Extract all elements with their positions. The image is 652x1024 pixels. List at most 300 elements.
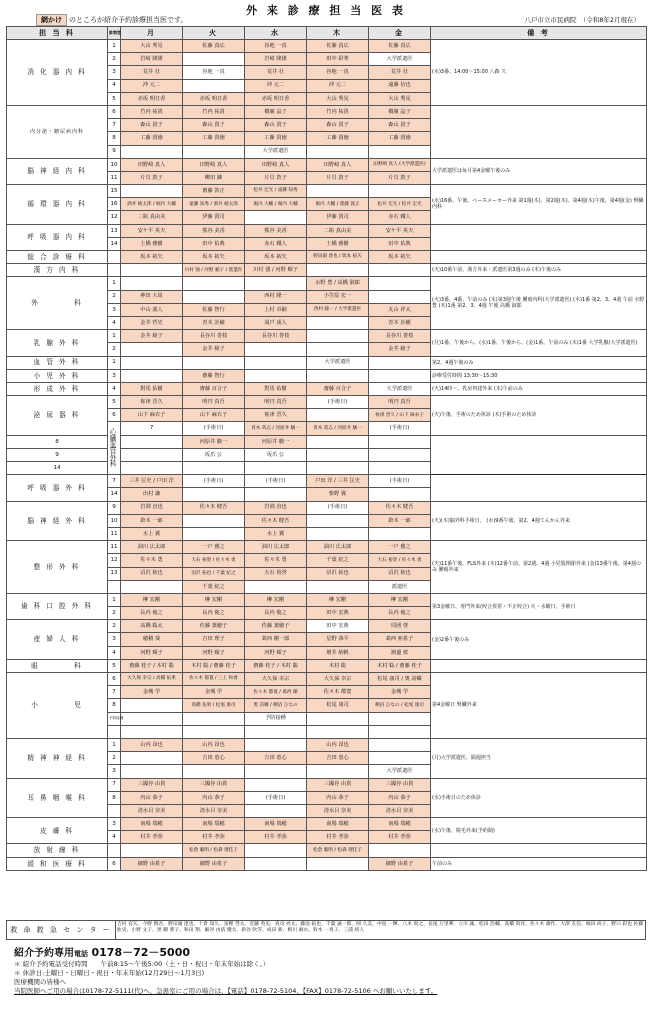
table-row [7, 541, 647, 554]
doctor-cell-tue: 大石 裕誉 / 佐々木 勇 [183, 554, 245, 567]
doctor-cell-mon: 安ケ平 英夫 [121, 224, 183, 237]
doctor-cell-thu: 清水目 奈美 [307, 804, 369, 817]
doctor-cell-wed [245, 343, 307, 356]
doctor-cell-fri [369, 185, 431, 198]
doctor-cell-thu: 増井 紗帆 [307, 646, 369, 659]
doctor-cell-fri [369, 488, 431, 501]
doctor-cell-tue: 遠藤 知秀 / 酒井 崚太郎 [183, 198, 245, 211]
doctor-cell-tue: 山下 麻衣子 [183, 409, 245, 422]
doctor-cell-thu: (手術日) [369, 422, 431, 435]
doctor-cell-thu: (手術日) [307, 396, 369, 409]
doctor-cell-mon: 南場 瑞穂 [121, 818, 183, 831]
doctor-cell-wed: 赤石 鐵人 [245, 237, 307, 250]
doctor-cell-mon [121, 844, 183, 857]
doctor-cell-tue: 坂本 拓矢 [183, 251, 245, 264]
doctor-cell-fri: 遠藤 信也 [369, 79, 431, 92]
doctor-cell-tue: 川村 強 / 河野 順子 / 派遣医 [183, 264, 245, 277]
doctor-cell-fri: 派遣医 [369, 580, 431, 593]
note-cell: 第4金曜日 腎臓外来 [431, 673, 647, 739]
doctor-cell-tue [183, 712, 245, 725]
doctor-cell-tue: 齋藤 敦正 [183, 185, 245, 198]
room-number: 1 [108, 40, 121, 53]
dept-name: 乳 腺 外 科 [7, 330, 108, 356]
doctor-cell-fri: 祢津 晋久 / 山下 麻衣子 [369, 409, 431, 422]
doctor-cell-wed: 長谷川 善枝 [245, 330, 307, 343]
schedule-body [7, 40, 647, 871]
doctor-cell-fri: 沼沢 拓也 [369, 567, 431, 580]
doctor-cell-thu: 田中 宏典 [307, 620, 369, 633]
table-header-row [7, 27, 647, 40]
doctor-cell-tue: 河野 順子 [183, 646, 245, 659]
doctor-cell-wed [245, 725, 307, 738]
doctor-cell-mon: 出村 謙 [121, 488, 183, 501]
room-number [108, 725, 121, 738]
doctor-cell-thu [307, 409, 369, 422]
doctor-cell-mon: 對馬 佑樹 [121, 382, 183, 395]
room-number: 2 [108, 620, 121, 633]
doctor-cell-fri: 木村 聡 / 齋藤 桂子 [369, 659, 431, 672]
dept-name: 内分泌・糖尿病内科 [7, 105, 108, 158]
doctor-cell-fri: 金井 綾子 [369, 343, 431, 356]
doctor-cell-mon: 油川 広太郎 [121, 541, 183, 554]
doctor-cell-tue: 赤坂 明日香 [183, 92, 245, 105]
doctor-cell-fri: 明円 真吾 [369, 396, 431, 409]
doctor-cell-fri [369, 738, 431, 751]
note-cell: (火)3番、4番、午前のみ (木)第3週午後 腫瘍内科(大学派遣医) (木)1番 第2、3、4週 午前 水野 豊 (木)1番 第2、3、4週 午後 高橋 淑郎 [431, 277, 647, 330]
doctor-cell-wed: 田野崎 真人 [245, 158, 307, 171]
doctor-cell-thu: 伊藤 貴司 [307, 211, 369, 224]
room-number: 5 [108, 92, 121, 105]
doctor-cell-thu: 竹内 祐貴 [307, 105, 369, 118]
room-number: 2 [108, 607, 121, 620]
dept-name: 脳 神 経 内 科 [7, 158, 108, 184]
doctor-cell-wed [245, 738, 307, 751]
note-cell: (火)(木)脳外科手術日、 (水)9番午後、第2、4週てんかん外来 [431, 501, 647, 541]
tel-prefix: 電話 [74, 950, 88, 958]
doctor-cell-wed: 片貝 敦子 [245, 171, 307, 184]
room-number: 8 [108, 132, 121, 145]
doctor-cell-tue [183, 290, 245, 303]
doctor-cell-thu [307, 330, 369, 343]
table-row [7, 857, 647, 870]
doctor-cell-fri: 三國谷 由貴 [369, 778, 431, 791]
legend-text: のところが紹介予約診療担当医です。 [69, 16, 188, 24]
doctor-cell-tue: 佐藤 葉穂子 [183, 620, 245, 633]
doctor-cell-fri [369, 725, 431, 738]
note-cell: (火)11番午後、FLS外来 (木)12番午前、第2週、4週 小児股関節外来 (金)13番午後、第4週のみ 腫瘍外来 [431, 541, 647, 594]
doctor-cell-wed: 大久保 幸宗 [245, 673, 307, 686]
table-row [7, 844, 647, 857]
doctor-cell-fri: 安ケ平 英夫 [369, 224, 431, 237]
doctor-cell-thu: 田野崎 真人 [307, 158, 369, 171]
doctor-cell-thu [307, 448, 369, 461]
doctor-cell-mon: 山下 麻衣子 [121, 409, 183, 422]
doctor-cell-fri: 大山 秀晃 [369, 92, 431, 105]
doctor-cell-mon [121, 699, 183, 712]
room-number: 9 [108, 501, 121, 514]
note-cell: (水)手術日のため休診 [431, 778, 647, 818]
doctor-cell-tue [183, 277, 245, 290]
doctor-cell-wed: 祢津 晋久 [245, 409, 307, 422]
doctor-cell-thu: 二瓶 真由美 [307, 224, 369, 237]
doctor-cell-wed: 河原井 駿一 [245, 435, 307, 448]
doctor-cell-fri: 佐々木 健吾 [369, 501, 431, 514]
header-tue: 火 [183, 27, 245, 40]
doctor-cell-tue: 佐々木 健吾 [183, 501, 245, 514]
doctor-cell-mon [121, 725, 183, 738]
doctor-cell-thu: 吉田 恵心 [307, 752, 369, 765]
doctor-cell-fri: 大学派遣医 [369, 53, 431, 66]
table-row [7, 382, 647, 395]
doctor-cell-fri: 大学派遣医 [369, 765, 431, 778]
doctor-cell-thu: 榊 宏剛 [307, 593, 369, 606]
doctor-cell-fri: 長内 俊之 [369, 607, 431, 620]
doctor-cell-fri [369, 356, 431, 369]
room-number: 14 [7, 462, 108, 475]
doctor-cell-fri: 田中 佑典 [369, 237, 431, 250]
legend [36, 14, 187, 26]
table-row [7, 593, 647, 606]
doctor-cell-wed: 南場 瑞穂 [245, 818, 307, 831]
doctor-cell-mon [121, 264, 183, 277]
doctor-cell-wed: 堀内 大輔 / 堀内 大輔 [245, 198, 307, 211]
doctor-cell-thu: 土橋 雅樹 [307, 237, 369, 250]
doctor-cell-thu: 谷地 一真 [307, 66, 369, 79]
note-cell [431, 475, 647, 501]
doctor-cell-mon: 清水目 奈美 [121, 804, 183, 817]
doctor-cell-tue: 長内 俊之 [183, 607, 245, 620]
room-number: 3 [108, 303, 121, 316]
room-number: 8 [7, 435, 108, 448]
doctor-cell-wed: 熊谷 美香 [245, 224, 307, 237]
doctor-cell-tue: 佐々木 都寛 / 三上 和香 [183, 673, 245, 686]
doctor-cell-wed [245, 804, 307, 817]
doctor-cell-fri: 工藤 貴徳 [369, 132, 431, 145]
doctor-cell-wed: 佐々木 勇 [245, 554, 307, 567]
header-thu: 木 [307, 27, 369, 40]
doctor-cell-tue: 一戸 雅之 [183, 541, 245, 554]
table-row [7, 277, 647, 290]
doctor-cell-mon [121, 462, 183, 475]
doctor-cell-tue: 田野崎 真人 [183, 158, 245, 171]
doctor-cell-fri: 葛西 亜希子 [369, 633, 431, 646]
doctor-cell-thu: 柴野 翼 [307, 488, 369, 501]
doctor-cell-tue: 田中 佑典 [183, 237, 245, 250]
room-number: 6 [108, 857, 121, 870]
note-cell: (月)1番、午後から、(水)1番、午後から、(金)1番、午前のみ (木)1番 大学乳腺(大学派遣医) [431, 330, 647, 356]
doctor-cell-mon [121, 369, 183, 382]
doctor-cell-wed [245, 369, 307, 382]
doctor-cell-mon: 金城 学 [121, 686, 183, 699]
doctor-cell-thu: 内山 恭子 [307, 791, 369, 804]
schedule-table [6, 26, 647, 871]
table-row [7, 659, 647, 672]
doctor-cell-mon: 金井 哲史 [121, 316, 183, 329]
doctor-cell-thu: 佐藤 真広 [307, 40, 369, 53]
room-number: 5 [108, 396, 121, 409]
note-cell: (金)2番午後のみ [431, 620, 647, 660]
contact-section [14, 944, 644, 996]
room-number: 8 [108, 791, 121, 804]
doctor-cell-tue: 佐藤 智行 [183, 303, 245, 316]
doctor-cell-mon: 齋藤 桂子 / 木村 聡 [121, 659, 183, 672]
doctor-cell-tue: 清水目 奈美 [183, 804, 245, 817]
doctor-cell-thu [307, 580, 369, 593]
doctor-cell-fri: 田野崎 真人 (大学派遣医) [369, 158, 431, 171]
doctor-cell-fri [369, 277, 431, 290]
table-row [7, 448, 647, 461]
dept-name: 精 神 神 経 科 [7, 738, 108, 778]
doctor-cell-thu [307, 712, 369, 725]
doctor-cell-wed: 佐々木 都寛 / 葛西 剛 [245, 686, 307, 699]
doctor-cell-thu: 野田頭 達也 / 坂本 拓矢 [307, 251, 369, 264]
doctor-cell-thu [307, 857, 369, 870]
doctor-cell-mon: 穂積 葵 [121, 633, 183, 646]
room-number: 3 [108, 66, 121, 79]
room-number [108, 251, 121, 264]
doctor-cell-mon [121, 712, 183, 725]
doctor-cell-fri [369, 752, 431, 765]
table-row [7, 356, 647, 369]
dept-name: 消 化 器 内 科 [7, 40, 108, 106]
doctor-cell-thu: 大久保 幸宗 [307, 673, 369, 686]
doctor-cell-wed [245, 488, 307, 501]
doctor-cell-tue: 木村 聡 / 齋藤 桂子 [183, 659, 245, 672]
doctor-cell-fri: 丸山 祥太 [369, 303, 431, 316]
dept-name: 外 科 [7, 277, 108, 330]
doctor-cell-wed [245, 356, 307, 369]
doctor-cell-mon [121, 185, 183, 198]
doctor-cell-tue: 青木 計績 [183, 316, 245, 329]
doctor-cell-fri: 松井 宏光 / 松井 宏光 [369, 198, 431, 211]
header-room: 診察室 [108, 27, 121, 40]
doctor-cell-thu: 沖 元二 [307, 79, 369, 92]
doctor-cell-wed: 坂爪 公 [245, 448, 307, 461]
doctor-cell-tue [183, 79, 245, 92]
doctor-cell-wed: 坂本 拓矢 [245, 251, 307, 264]
room-number [108, 580, 121, 593]
dept-name: 緩 和 医 療 科 [7, 857, 108, 870]
table-row [7, 501, 647, 514]
doctor-cell-mon: 大久保 幸宗 / 高橋 佑果 [121, 673, 183, 686]
doctor-cell-thu: 齋藤 百合子 [307, 382, 369, 395]
table-row [7, 369, 647, 382]
note-cell [431, 105, 647, 158]
room-number: 1 [108, 277, 121, 290]
note-cell [431, 224, 647, 250]
table-row [7, 105, 647, 118]
note-cell [431, 659, 647, 672]
note-cell: (水)3番、14:00～15:00 八森 久 [431, 40, 647, 106]
referral-tel[interactable]: 0178－72－5000 [91, 946, 191, 959]
doctor-cell-mon: 赤坂 明日香 [121, 92, 183, 105]
doctor-cell-mon [121, 448, 183, 461]
table-row [7, 185, 647, 198]
doctor-cell-mon [121, 765, 183, 778]
doctor-cell-tue: 坂爪 公 [183, 448, 245, 461]
legend-swatch: 網かけ [36, 14, 67, 26]
doctor-cell-wed: 奥 詩織 / 柳沼 ひなの [245, 699, 307, 712]
room-number: 4 [108, 316, 121, 329]
doctor-cell-tue: 内山 恭子 [183, 791, 245, 804]
doctor-cell-tue: 柳田 錬 [183, 171, 245, 184]
doctor-cell-mon: 田野崎 真人 [121, 158, 183, 171]
schedule-table-wrapper [6, 26, 646, 871]
room-number: 4 [108, 382, 121, 395]
doctor-cell-thu: 松倉 聡明 / 松森 理佳子 [307, 844, 369, 857]
note-cell [431, 251, 647, 264]
dept-name: 漢 方 内 科 [7, 264, 108, 277]
doctor-cell-tue: 谷地 一真 [183, 66, 245, 79]
note-cell: 診療受付時間 13:30～15:30 [431, 369, 647, 382]
doctor-cell-thu: 戸田 洋 / 三井 匡史 [307, 475, 369, 488]
doctor-cell-thu [307, 725, 369, 738]
doctor-cell-mon: 山内 昂也 [121, 738, 183, 751]
dept-name: 脳 神 経 外 科 [7, 501, 108, 541]
doctor-cell-thu: 油川 広太郎 [307, 541, 369, 554]
dept-name: 呼 吸 器 外 科 [7, 475, 108, 501]
doctor-cell-tue: 金城 学 [183, 686, 245, 699]
doctor-cell-thu: 堀内 大輔 / 齋藤 敦正 [307, 198, 369, 211]
reception-hours: ＊ 紹介予約電話受付時間 午前8:15～午後5:00（土・日・祝日・年末年始は除く。） [14, 960, 270, 968]
doctor-cell-mon: 高橋 聡太 [121, 620, 183, 633]
room-number: 3 [108, 369, 121, 382]
doctor-cell-wed: 村井 孝弥 [245, 831, 307, 844]
doctor-cell-mon: 榊 宏剛 [121, 593, 183, 606]
room-number: 6 [108, 673, 121, 686]
doctor-cell-thu [307, 435, 369, 448]
dept-name: 産 婦 人 科 [7, 620, 108, 660]
doctor-cell-thu: 西村 隆一 / 大学派遣医 [307, 303, 369, 316]
room-number: 11 [108, 171, 121, 184]
doctor-cell-fri: 柳沼 ひなの / 松尾 康司 [369, 699, 431, 712]
doctor-cell-tue [183, 765, 245, 778]
doctor-cell-fri: 橋廣 晶子 [369, 105, 431, 118]
doctor-cell-fri: 松尾 康司 / 奥 詩織 [369, 673, 431, 686]
doctor-cell-wed: (手術日) [245, 475, 307, 488]
doctor-cell-mon: 工藤 貴徳 [121, 132, 183, 145]
doctor-cell-mon: 鈴木 一郎 [121, 514, 183, 527]
doctor-cell-wed [245, 277, 307, 290]
note-cell: (火)14時～、乳房再建外来 (木)午前のみ [431, 382, 647, 395]
table-row [7, 251, 647, 264]
doctor-cell-fri: 清水目 奈美 [369, 804, 431, 817]
room-number: 12 [108, 211, 121, 224]
room-number: 11 [108, 541, 121, 554]
doctor-cell-fri [369, 264, 431, 277]
table-row [7, 40, 647, 53]
doctor-cell-tue [183, 462, 245, 475]
doctor-cell-wed: 工藤 貴徳 [245, 132, 307, 145]
doctor-cell-wed: 水上 翼 [245, 527, 307, 540]
note-cell: (水)午後、脱毛外来(予約制) [431, 818, 647, 844]
room-number [108, 264, 121, 277]
doctor-cell-fri [369, 462, 431, 475]
dept-name: 歯 科 口 腔 外 科 [7, 593, 108, 619]
doctor-cell-mon: 酒井 崚太郎 / 堀内 大輔 [121, 198, 183, 211]
doctor-cell-wed: 青木 哉志 / 河原井 駿一 [307, 422, 369, 435]
notice-heading: 医療機関の皆様へ [14, 978, 66, 986]
doctor-cell-fri [369, 435, 431, 448]
doctor-cell-thu: 村井 孝弥 [307, 831, 369, 844]
doctor-cell-mon [121, 435, 183, 448]
doctor-cell-mon [121, 145, 183, 158]
table-row [7, 738, 647, 751]
room-number: 9 [108, 145, 121, 158]
doctor-cell-tue: 三國谷 由貴 [183, 778, 245, 791]
doctor-cell-fri: 森山 貴子 [369, 119, 431, 132]
doctor-cell-wed: 岩渕 直也 [245, 501, 307, 514]
doctor-cell-tue [183, 488, 245, 501]
doctor-cell-fri [369, 145, 431, 158]
header-mon: 月 [121, 27, 183, 40]
doctor-cell-fri [369, 844, 431, 857]
doctor-cell-tue: 松倉 聡明 / 松森 理佳子 [183, 844, 245, 857]
doctor-cell-wed: 沖 元二 [245, 79, 307, 92]
room-number: 13 [108, 224, 121, 237]
doctor-cell-thu: 三國谷 由貴 [307, 778, 369, 791]
note-cell: 第2、4週午後のみ [431, 356, 647, 369]
doctor-cell-mon: 三井 匡史 / 戸田 洋 [121, 475, 183, 488]
emergency-names: 吉村 有矢、今野 慎吾、野田頭 達也、十倉 知久、富樫 啓太、近藤 英史、真司 亮太、藤浪 拓也、千葉 誠一郎、岡 久美、中島 一輝、八木 貴之、長尾 万里華、立川 誠、松田 浩輔、高橋 貴洋、佐々木 雄作、大澤 友信、堀田 尚子、野口 彩也 佐藤 紘史、小野 文子、黒 剛 菜子、和田 翔、細谷 由依 優太、新谷 吹雪、成田 新、相川 麻衣、鈴木 一真子、三浦 靖人 [117, 922, 644, 933]
dept-name: 総 合 診 療 科 [7, 251, 108, 264]
doctor-cell-wed: 大学派遣医 [245, 145, 307, 158]
doctor-cell-mon: 水上 翼 [121, 527, 183, 540]
doctor-cell-wed: 松井 宏光 / 遠藤 知秀 [245, 185, 307, 198]
doctor-cell-thu [307, 514, 369, 527]
doctor-cell-mon: 竹内 祐貴 [121, 105, 183, 118]
doctor-cell-fri: 赤石 鐵人 [369, 211, 431, 224]
doctor-cell-wed: 荒井 壮 [245, 66, 307, 79]
doctor-cell-wed: (手術日) [245, 791, 307, 804]
doctor-cell-mon: 中山 義人 [121, 303, 183, 316]
doctor-cell-thu: 沼沢 拓也 [307, 567, 369, 580]
doctor-cell-wed [245, 580, 307, 593]
dept-name: 心 臓 血 管 外 科 [108, 422, 121, 475]
doctor-cell-wed: 佐々木 健吾 [245, 514, 307, 527]
header-wed: 水 [245, 27, 307, 40]
doctor-cell-wed: 岩崎 隆雄 [245, 53, 307, 66]
room-number: 9 [7, 448, 108, 461]
doctor-cell-wed: 對馬 佑樹 [245, 382, 307, 395]
dept-name: 循 環 器 内 科 [7, 185, 108, 225]
doctor-cell-mon: 岩渕 直也 [121, 501, 183, 514]
doctor-cell-thu [307, 185, 369, 198]
referral-phone [14, 944, 644, 960]
doctor-cell-tue: 榊 宏剛 [183, 593, 245, 606]
doctor-cell-thu: 工藤 貴徳 [307, 132, 369, 145]
doctor-cell-thu [307, 343, 369, 356]
table-row [7, 435, 647, 448]
doctor-cell-fri [369, 527, 431, 540]
note-cell: 午前のみ [431, 857, 647, 870]
doctor-cell-thu [307, 316, 369, 329]
doctor-cell-thu: 佐々木 都寛 [307, 686, 369, 699]
room-number: 2 [108, 290, 121, 303]
doctor-cell-tue: 細野 由希子 [183, 857, 245, 870]
doctor-cell-mon: 金井 綾子 [121, 330, 183, 343]
room-number: 予防接種 [108, 712, 121, 725]
doctor-cell-thu: 星野 恭平 [307, 633, 369, 646]
doctor-cell-wed: 吉田 恵心 [245, 752, 307, 765]
doctor-cell-tue: 金井 綾子 [183, 343, 245, 356]
room-number: 4 [108, 831, 121, 844]
doctor-cell-wed [245, 844, 307, 857]
dept-name: 皮 膚 科 [7, 818, 108, 844]
doctor-cell-tue: 村井 孝弥 [183, 831, 245, 844]
doctor-cell-mon: 長内 俊之 [121, 607, 183, 620]
room-number: 1 [108, 738, 121, 751]
